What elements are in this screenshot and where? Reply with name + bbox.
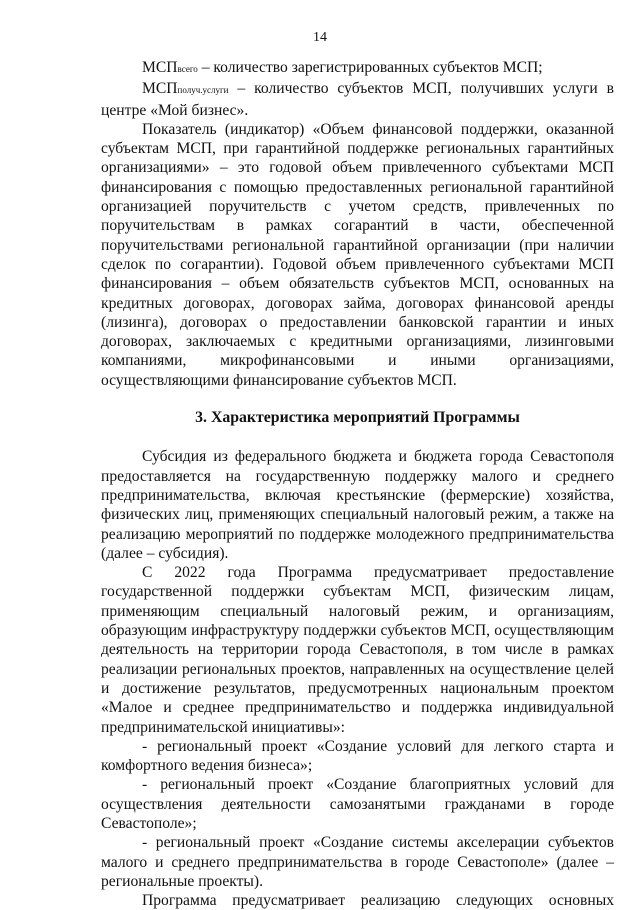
definition-subscript: получ.услуги bbox=[177, 85, 229, 96]
paragraph-indicator: Показатель (индикатор) «Объем финансовой поддержки, оказанной субъектам МСП, при гарантийной поддержке региональных гарантийных организациями» – это годовой объем привлеченного субъектами МСП финансирования с помощью предоставленных региональной гарантийной организацией поручительств с учетом средств, привлеченных по поручительствам в рамках согарантий в части, обеспеченной поручительствами региональной гарантийной организации (при наличии сделок по согарантии). Годовой объем привлеченного субъектами МСП финансирования – объем обязательств субъектов МСП, основанных на кредитных договорах, договорах займа, договорах финансовой аренды (лизинга), договорах о предоставлении банковской гарантии и иных договорах, заключаемых с кредитными организациями, лизинговыми компаниями, микрофинансовыми и иными организациями, осуществляющими финансирование субъектов МСП. bbox=[101, 120, 614, 389]
definition-symbol: МСП bbox=[142, 59, 178, 76]
list-item-project-2: - региональный проект «Создание благоприятных условий для осуществления деятельности самозанятыми гражданами в городе Севастополе»; bbox=[101, 776, 614, 832]
paragraph-subsidy: Субсидия из федерального бюджета и бюджета города Севастополя предоставляется на государственную поддержку малого и среднего предпринимательства, включая крестьянские (фермерские) хозяйства, физических лиц, применяющих специальный налоговый режим, а также на реализацию мероприятий по поддержке молодежного предпринимательства (далее – субсидия). bbox=[101, 448, 614, 562]
paragraph-2022: С 2022 года Программа предусматривает предоставление государственной поддержки субъектам МСП, физическим лицам, применяющим специальный налоговый режим, и организациям, образующим инфраструктуру поддержки субъектов МСП, осуществляющим деятельность на территории города Севастополя, в том числе в рамках реализации региональных проектов, направленных на осуществление целей и достижение результатов, предусмотренных национальным проектом «Малое и среднее предпринимательство и поддержка индивидуальной предпринимательской инициативы»: bbox=[101, 564, 614, 736]
definition-symbol: МСП bbox=[142, 80, 178, 98]
paragraph-last: Программа предусматривает реализацию следующих основных bbox=[142, 892, 614, 910]
definition-msp-total bbox=[101, 58, 614, 79]
document-body bbox=[101, 58, 614, 910]
definition-subscript: всего bbox=[177, 64, 198, 74]
list-item-project-1: - региональный проект «Создание условий для легкого старта и комфортного ведения бизнеса»; bbox=[101, 737, 614, 775]
definition-text: – количество субъектов МСП, получивших услуги в центре «Мой бизнес». bbox=[101, 80, 614, 119]
list-item-project-3: - региональный проект «Создание системы акселерации субъектов малого и среднего предпринимательства в городе Севастополе» (далее – региональные проекты). bbox=[101, 834, 614, 890]
page-number: 14 bbox=[313, 30, 327, 45]
definition-text: – количество зарегистрированных субъектов МСП; bbox=[197, 59, 543, 76]
definition-msp-services bbox=[101, 79, 614, 120]
section-heading: 3. Характеристика мероприятий Программы bbox=[195, 409, 520, 427]
